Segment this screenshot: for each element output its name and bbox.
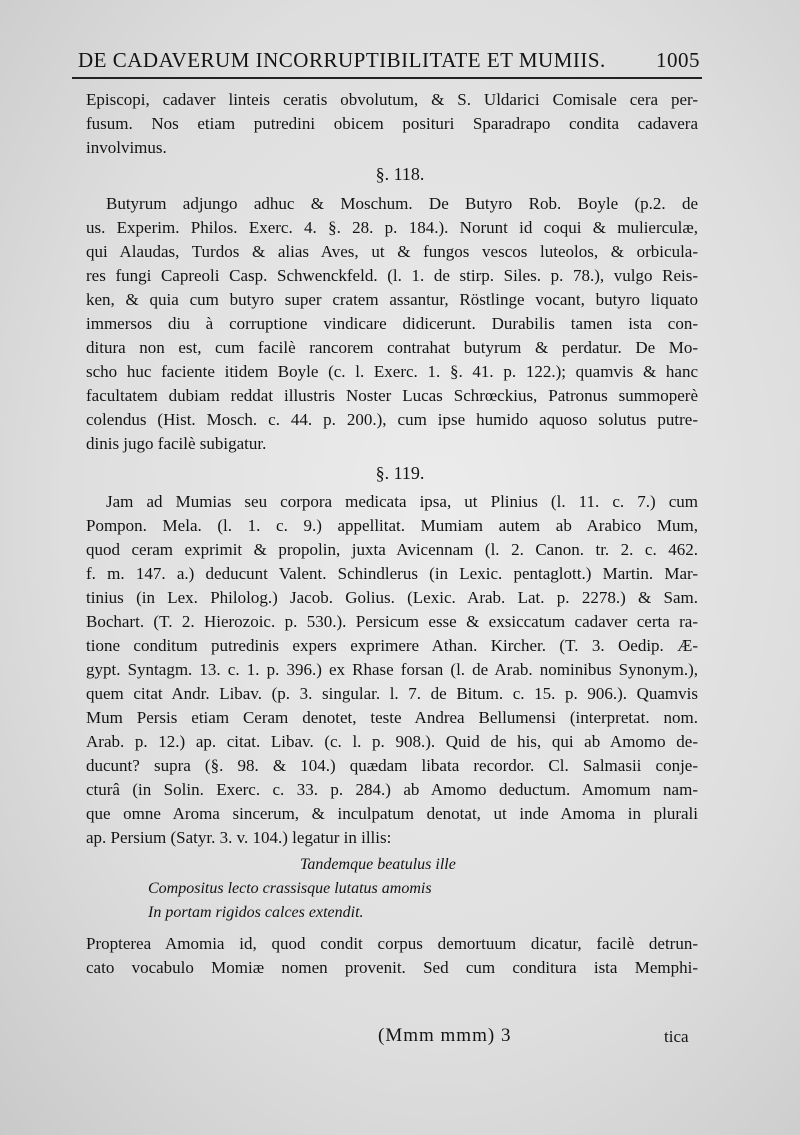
text-line: cato vocabulo Momiæ nomen provenit. Sed cum conditura ista Memphi- bbox=[86, 958, 698, 977]
text-line: involvimus. bbox=[86, 138, 167, 157]
text-line: que omne Aroma sincerum, & inculpatum denotat, ut inde Amoma in plurali bbox=[86, 804, 698, 823]
text-line: Bochart. (T. 2. Hierozoic. p. 530.). Persicum esse & exsiccatum cadaver certa ra- bbox=[86, 612, 698, 631]
text-line: gypt. Syntagm. 13. c. 1. p. 396.) ex Rhase forsan (l. de Arab. nominibus Synonym.), bbox=[86, 660, 698, 679]
text-line: scho huc faciente itidem Boyle (c. l. Exerc. 1. §. 41. p. 122.); quamvis & hanc bbox=[86, 362, 698, 381]
text-line: Episcopi, cadaver linteis ceratis obvolutum, & S. Uldarici Comisale cera per- bbox=[86, 90, 698, 109]
text-line: f. m. 147. a.) deducunt Valent. Schindlerus (in Lexic. pentaglott.) Martin. Mar- bbox=[86, 564, 698, 583]
text-line: res fungi Capreoli Casp. Schwenckfeld. (l. 1. de stirp. Siles. p. 78.), vulgo Reis- bbox=[86, 266, 698, 285]
text-line: tinius (in Lex. Philolog.) Jacob. Golius. (Lexic. Arab. Lat. p. 2278.) & Sam. bbox=[86, 588, 698, 607]
text-line: dinis jugo facilè subigatur. bbox=[86, 434, 267, 453]
text-line: ducunt? supra (§. 98. & 104.) quædam libata recordor. Cl. Salmasii conje- bbox=[86, 756, 698, 775]
text-line: ken, & quia cum butyro super cratem assantur, Röstlinge vocant, butyro liquato bbox=[86, 290, 698, 309]
text-line: quem citat Andr. Libav. (p. 3. singular. l. 7. de Bitum. c. 15. p. 906.). Quamvis bbox=[86, 684, 698, 703]
running-title: DE CADAVERUM INCORRUPTIBILITATE ET MUMIIS. bbox=[78, 48, 606, 72]
section-heading-119: §. 119. bbox=[375, 463, 425, 483]
verse-line: Compositus lecto crassisque lutatus amomis bbox=[148, 880, 432, 897]
text-line: fusum. Nos etiam putredini obicem posituri Sparadrapo condita cadavera bbox=[86, 114, 698, 133]
page-number: 1005 bbox=[656, 48, 700, 72]
text-line: Butyrum adjungo adhuc & Moschum. De Butyro Rob. Boyle (p.2. de bbox=[106, 194, 698, 213]
verse-line: In portam rigidos calces extendit. bbox=[148, 904, 364, 921]
header-rule bbox=[72, 77, 702, 79]
text-line: ditura non est, cum facilè rancorem contrahat butyrum & perdatur. De Mo- bbox=[86, 338, 698, 357]
text-line: us. Experim. Philos. Exerc. 4. §. 28. p. 184.). Norunt id coqui & mulierculæ, bbox=[86, 218, 698, 237]
signature-mark: (Mmm mmm) 3 bbox=[378, 1025, 512, 1046]
text-line: tione conditum putredinis expers exprimere Athan. Kircher. (T. 3. Oedip. Æ- bbox=[86, 636, 698, 655]
text-line: Jam ad Mumias seu corpora medicata ipsa, ut Plinius (l. 11. c. 7.) cum bbox=[106, 492, 698, 511]
text-line: Arab. p. 12.) ap. citat. Libav. (c. l. p. 908.). Quid de his, qui ab Amomo de- bbox=[86, 732, 698, 751]
catchword: tica bbox=[664, 1027, 689, 1046]
text-line: Pompon. Mela. (l. 1. c. 9.) appellitat. Mumiam autem ab Arabico Mum, bbox=[86, 516, 698, 535]
section-heading-118: §. 118. bbox=[375, 164, 425, 184]
text-line: Propterea Amomia id, quod condit corpus demortuum dicatur, facilè detrun- bbox=[86, 934, 698, 953]
text-line: cturâ (in Solin. Exerc. c. 33. p. 284.) ab Amomo deductum. Amomum nam- bbox=[86, 780, 698, 799]
verse-line: Tandemque beatulus ille bbox=[300, 856, 456, 873]
text-line: quod ceram exprimit & propolin, juxta Avicennam (l. 2. Canon. tr. 2. c. 462. bbox=[86, 540, 698, 559]
running-header bbox=[78, 48, 700, 73]
text-line: Mum Persis etiam Ceram denotet, teste Andrea Bellumensi (interpretat. nom. bbox=[86, 708, 698, 727]
text-line: facultatem dubiam reddat illustris Noster Lucas Schrœckius, Patronus summoperè bbox=[86, 386, 698, 405]
text-line: colendus (Hist. Mosch. c. 44. p. 200.), cum ipse humido aquoso solutus putre- bbox=[86, 410, 698, 429]
text-line: ap. Persium (Satyr. 3. v. 104.) legatur in illis: bbox=[86, 828, 392, 847]
text-line: immersos diu à corruptione vindicare didicerunt. Durabilis tamen ista con- bbox=[86, 314, 698, 333]
text-line: qui Alaudas, Turdos & alias Aves, ut & fungos vescos luteolos, & orbicula- bbox=[86, 242, 698, 261]
